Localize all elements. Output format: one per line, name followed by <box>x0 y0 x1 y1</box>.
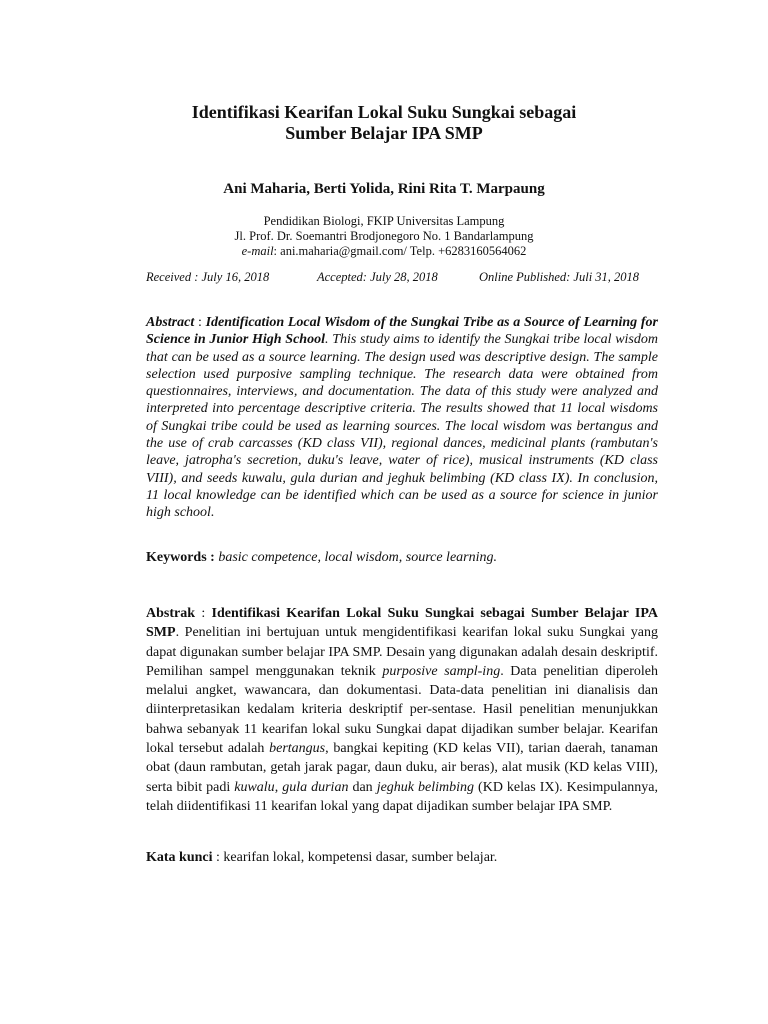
abstract-english <box>146 314 658 522</box>
affiliation-block <box>100 214 668 259</box>
kata-kunci-text: : kearifan lokal, kompetensi dasar, sumber belajar. <box>212 850 498 865</box>
abstrak-body-3: , bangkai kepiting (KD kelas VII), tarian daerah, tanaman obat (daun rambutan, getah jarak pagar, daun duku, air beras), alat musik (KD kelas VIII), serta bibit padi <box>146 741 658 795</box>
abstrak-term-purposive: purposive sampl-ing <box>382 663 501 679</box>
keywords-text: basic competence, local wisdom, source learning. <box>218 550 497 565</box>
accepted-date: Accepted: July 28, 2018 <box>317 270 438 284</box>
abstrak-body-5: dan <box>348 779 377 795</box>
abstrak-body-2: . Data penelitian diperoleh melalui angket, wawancara, dan dokumentasi. Data-data penelitian ini dianalisis dan diinterpretasikan kedalam kriteria deskriptif per-sentase. Hasil penelitian menunjukkan bahwa sebanyak 11 kearifan lokal suku Sungkai dapat dijadikan sumber belajar. Kearifan lokal tersebut adalah <box>146 663 659 757</box>
published-date: Online Published: Juli 31, 2018 <box>479 270 640 284</box>
abstrak-term-jeghuk-belimbing: jeghuk belimbing <box>376 779 475 795</box>
title-line-2: Sumber Belajar IPA SMP <box>285 123 483 143</box>
abstrak-separator: : <box>195 606 212 621</box>
keywords-english <box>146 549 658 566</box>
abstrak-label: Abstrak <box>146 606 196 621</box>
abstrak-body-1: . Penelitian ini bertujuan untuk mengidentifikasi kearifan lokal suku Sungkai yang dapat digunakan sumber belajar IPA SMP. Desain yang digunakan adalah desain deskriptif. Pemilihan sampel menggunakan teknik <box>146 625 658 679</box>
affiliation-department: Pendidikan Biologi, FKIP Universitas Lampung <box>263 214 505 228</box>
kata-kunci-label: Kata kunci <box>146 850 213 865</box>
abstrak-term-bertangus: bertangus <box>269 741 326 757</box>
author-list: Ani Maharia, Berti Yolida, Rini Rita T. Marpaung <box>223 181 545 197</box>
affiliation-contact <box>100 244 668 259</box>
abstrak-term-gula-durian: gula durian <box>282 779 349 795</box>
email-and-phone: : ani.maharia@gmail.com/ Telp. +6283160564062 <box>273 244 527 258</box>
email-label: e-mail <box>241 244 274 258</box>
abstrak-title: Identifikasi Kearifan Lokal Suku Sungkai sebagai Sumber Belajar IPA SMP <box>146 606 658 641</box>
keywords-indonesian <box>146 849 658 866</box>
keywords-label: Keywords <box>146 550 207 565</box>
received-date: Received : July 16, 2018 <box>146 270 270 284</box>
abstract-title: Identification Local Wisdom of the Sungkai Tribe as a Source of Learning for Science in Junior High School <box>146 315 658 348</box>
abstrak-term-kuwalu: kuwalu <box>234 779 275 795</box>
paper-title <box>100 102 668 144</box>
keywords-separator: : <box>206 550 219 565</box>
abstrak-body-4: , <box>274 779 283 795</box>
abstract-indonesian <box>146 604 658 816</box>
title-line-1: Identifikasi Kearifan Lokal Suku Sungkai sebagai <box>191 102 577 122</box>
abstract-separator: : <box>194 315 206 330</box>
abstract-body: . This study aims to identify the Sungkai tribe local wisdom that can be used as a source learning. The design used was descriptive design. The sample selection used purposive sampling technique. The research data were obtained from questionnaires, interviews, and documentation. The data of this study were analyzed and interpreted into percentage descriptive criteria. The results showed that 11 local wisdoms of Sungkai tribe could be used as learning sources. The local wisdom was bertangus and the use of crab carcasses (KD class VII), regional dances, medicinal plants (rambutan's leave, jatropha's secretion, duku's leave, water of rice), musical instruments (KD class VIII), and seeds kuwalu, gula durian and jeghuk belimbing (KD class IX). In conclusion, 11 local knowledge can be identified which can be used as a source for science in junior high school. <box>146 332 658 521</box>
publication-dates <box>146 270 656 285</box>
abstract-label: Abstract <box>146 315 195 330</box>
abstrak-body-6: (KD kelas IX). Kesimpulannya, telah diidentifikasi 11 kearifan lokal yang dapat dijadikan sumber belajar IPA SMP. <box>146 779 659 814</box>
affiliation-address: Jl. Prof. Dr. Soemantri Brodjonegoro No. 1 Bandarlampung <box>234 229 534 243</box>
